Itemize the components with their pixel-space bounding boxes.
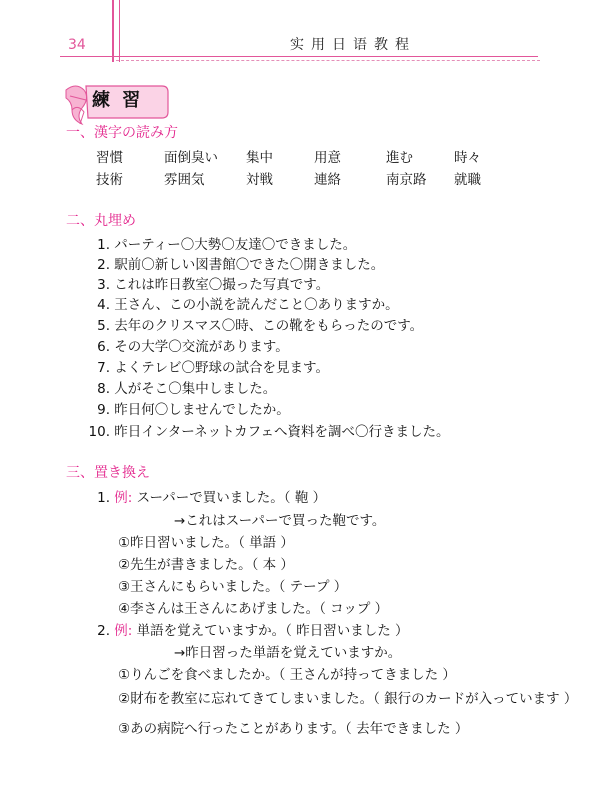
item-text: これは昨日教室〇撮った写真です。	[114, 277, 330, 293]
example-answer: →昨日習った単語を覚えていますか。	[174, 645, 402, 661]
kanji-word: 面倒臭い	[164, 150, 218, 166]
page-number: 34	[68, 37, 86, 53]
example-label: 例:	[114, 623, 133, 639]
exercise-item	[88, 273, 329, 293]
kanji-word: 就職	[454, 172, 481, 188]
exercise-item	[88, 314, 423, 334]
example-label: 例:	[114, 490, 133, 506]
kanji-word: 時々	[454, 150, 481, 166]
substitution-item: ②先生が書きました。（ 本 ）	[118, 557, 294, 573]
practice-title: 練 習	[92, 90, 144, 111]
item-number: 4.	[97, 297, 110, 313]
item-number: 2.	[97, 623, 110, 639]
example-line	[88, 486, 326, 506]
item-number: 5.	[97, 318, 110, 334]
item-text: その大学〇交流があります。	[114, 339, 289, 355]
item-number: 1.	[97, 237, 110, 253]
exercise-item	[88, 233, 356, 253]
item-text: パーティー〇大勢〇友達〇できました。	[114, 237, 357, 253]
book-title: 实用日语教程	[290, 37, 416, 53]
kanji-word: 用意	[314, 150, 341, 166]
header-rule	[60, 56, 538, 57]
item-number: 3.	[97, 277, 110, 293]
kanji-word: 南京路	[386, 172, 427, 188]
header-rule-dashed	[116, 60, 540, 61]
kanji-word: 対戦	[246, 172, 273, 188]
substitution-item: ③王さんにもらいました。（ テープ ）	[118, 579, 348, 595]
substitution-item: ①りんごを食べましたか。（ 王さんが持ってきました ）	[118, 667, 456, 683]
substitution-item: ②財布を教室に忘れてきてしまいました。（ 銀行のカードが入っています ）	[118, 691, 578, 707]
item-text: 昨日何〇しませんでしたか。	[114, 402, 290, 418]
item-number: 7.	[97, 360, 110, 376]
item-number: 2.	[97, 257, 110, 273]
example-line	[88, 619, 409, 639]
exercise-item	[88, 356, 329, 376]
item-text: 駅前〇新しい図書館〇できた〇開きました。	[114, 257, 385, 273]
item-number: 10.	[88, 424, 110, 440]
exercise-item	[88, 335, 289, 355]
substitution-item: ③あの病院へ行ったことがあります。（ 去年できました ）	[118, 721, 469, 737]
kanji-word: 集中	[246, 150, 273, 166]
exercise-item	[88, 253, 384, 273]
item-text: 人がそこ〇集中しました。	[114, 381, 277, 397]
exercise-item	[88, 377, 276, 397]
item-text: よくテレビ〇野球の試合を見ます。	[114, 360, 329, 376]
item-number: 1.	[97, 490, 110, 506]
substitution-item: ①昨日習いました。（ 単語 ）	[118, 535, 294, 551]
header-rule-vertical	[112, 0, 114, 62]
section-heading-fill-in: 二、丸埋め	[66, 213, 136, 229]
item-text: 王さん、この小説を読んだこと〇ありますか。	[114, 297, 399, 313]
example-answer: →これはスーパーで買った鞄です。	[174, 513, 386, 529]
kanji-word: 連絡	[314, 172, 341, 188]
example-text: スーパーで買いました。（ 鞄 ）	[136, 490, 327, 506]
item-number: 8.	[97, 381, 110, 397]
kanji-word: 雰囲気	[164, 172, 205, 188]
header-rule-vertical-thin	[119, 0, 120, 62]
example-text: 単語を覚えていますか。（ 昨日習いました ）	[136, 623, 409, 639]
section-heading-kanji-reading: 一、漢字の読み方	[66, 125, 178, 141]
item-number: 6.	[97, 339, 110, 355]
kanji-word: 進む	[386, 150, 413, 166]
item-text: 去年のクリスマス〇時、この靴をもらったのです。	[114, 318, 424, 334]
kanji-word: 技術	[96, 172, 123, 188]
exercise-item	[80, 420, 450, 440]
item-number: 9.	[97, 402, 110, 418]
exercise-item	[88, 293, 399, 313]
exercise-item	[88, 398, 290, 418]
item-text: 昨日インターネットカフェへ資料を調べ〇行きました。	[114, 424, 450, 440]
section-heading-substitution: 三、置き換え	[66, 465, 150, 481]
substitution-item: ④李さんは王さんにあげました。（ コップ ）	[118, 601, 389, 617]
kanji-word: 習慣	[96, 150, 123, 166]
